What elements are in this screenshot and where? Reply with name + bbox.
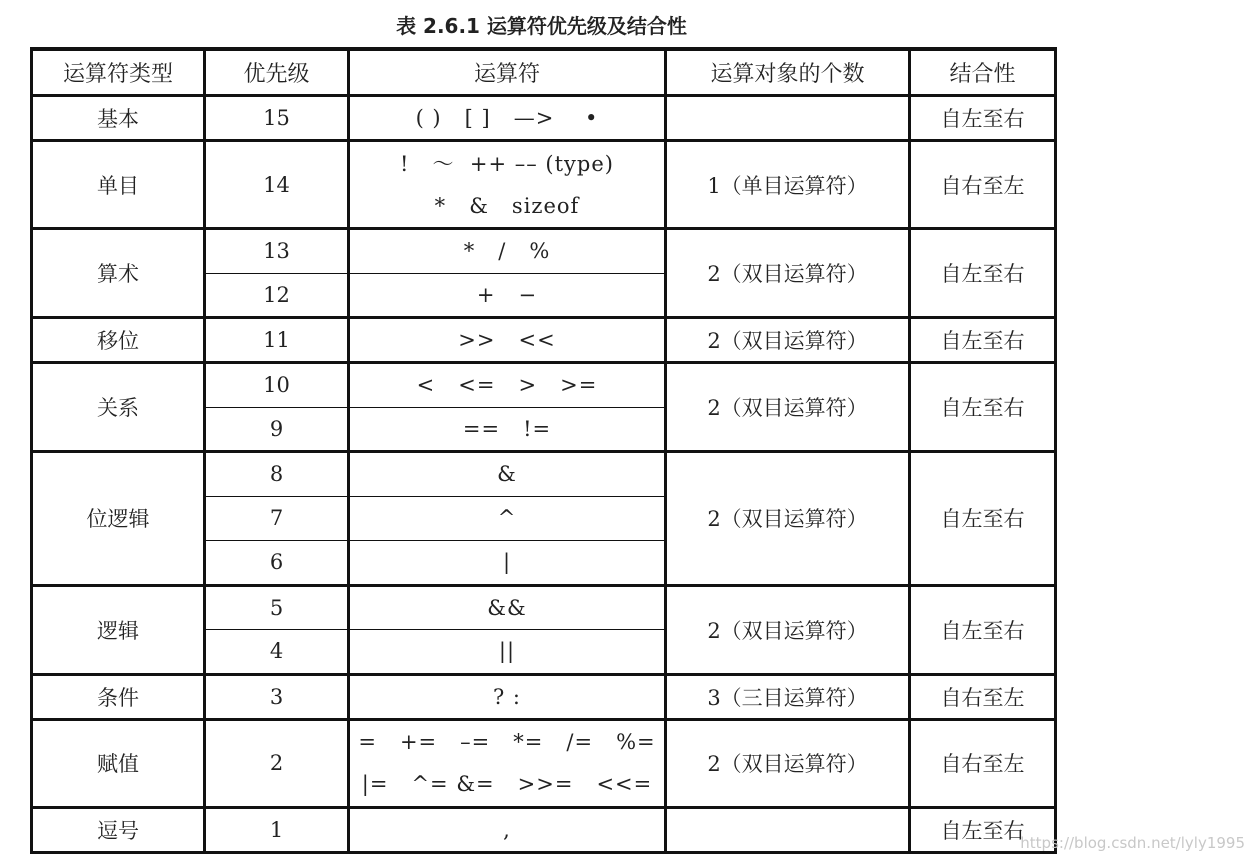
associativity: 自左至右 (910, 318, 1056, 363)
operator-line: || (498, 639, 516, 664)
operator-line: < <= > >= (416, 373, 598, 398)
priority: 2 (205, 719, 349, 807)
associativity: 自左至右 (910, 585, 1056, 674)
operand-count: 2（双目运算符） (666, 318, 910, 363)
operator-line: ^ (497, 506, 517, 531)
operators (349, 585, 666, 630)
associativity: 自左至右 (910, 452, 1056, 586)
header-operator: 运算符 (349, 49, 666, 96)
operator-line: * / % (463, 239, 551, 264)
operators (349, 318, 666, 363)
priority: 3 (205, 674, 349, 719)
operators (349, 674, 666, 719)
priority: 1 (205, 807, 349, 852)
table-row (32, 452, 1056, 497)
operator-type: 单目 (32, 141, 205, 229)
table-row (32, 363, 1056, 408)
operand-count: 2（双目运算符） (666, 452, 910, 586)
priority: 10 (205, 363, 349, 408)
operators (349, 452, 666, 497)
header-row (32, 49, 1056, 96)
priority: 5 (205, 585, 349, 630)
operators (349, 407, 666, 452)
operator-line: + − (476, 282, 538, 307)
header-operand-count: 运算对象的个数 (666, 49, 910, 96)
priority: 14 (205, 141, 349, 229)
operators (349, 496, 666, 541)
priority: 7 (205, 496, 349, 541)
operator-line: ! ～ ++ –– (type) (400, 151, 614, 176)
operator-line: = += –= *= /= %= (358, 730, 656, 754)
table-row (32, 674, 1056, 719)
operator-type: 移位 (32, 318, 205, 363)
table-row (32, 585, 1056, 630)
table-row (32, 719, 1056, 807)
associativity: 自左至右 (910, 363, 1056, 452)
operand-count: 2（双目运算符） (666, 585, 910, 674)
operator-line: ? : (492, 684, 521, 709)
operand-count: 1（单目运算符） (666, 141, 910, 229)
associativity: 自右至左 (910, 674, 1056, 719)
operator-line: ( ) [ ] —> • (415, 106, 599, 130)
operator-line: * & sizeof (434, 193, 580, 218)
operator-line: , (503, 817, 511, 842)
operator-precedence-table (30, 47, 1057, 854)
priority: 8 (205, 452, 349, 497)
table-row (32, 141, 1056, 229)
header-type: 运算符类型 (32, 49, 205, 96)
priority: 15 (205, 96, 349, 141)
priority: 9 (205, 407, 349, 452)
table-row (32, 96, 1056, 141)
priority: 11 (205, 318, 349, 363)
associativity: 自左至右 (910, 96, 1056, 141)
priority: 13 (205, 229, 349, 274)
priority: 6 (205, 541, 349, 586)
priority: 12 (205, 273, 349, 318)
operator-line: | (502, 550, 512, 575)
operand-count: 2（双目运算符） (666, 719, 910, 807)
operator-type: 关系 (32, 363, 205, 452)
operators (349, 96, 666, 141)
operand-count (666, 96, 910, 141)
operators (349, 229, 666, 274)
operand-count: 2（双目运算符） (666, 229, 910, 318)
table-row (32, 807, 1056, 852)
operator-line: == != (462, 416, 552, 441)
table-caption: 表 2.6.1 运算符优先级及结合性 (396, 14, 687, 38)
operand-count (666, 807, 910, 852)
operator-line: |= ^= &= >>= <<= (361, 772, 653, 796)
associativity: 自左至右 (910, 229, 1056, 318)
header-priority: 优先级 (205, 49, 349, 96)
associativity: 自右至左 (910, 141, 1056, 229)
operators (349, 719, 666, 807)
watermark: https://blog.csdn.net/lyly1995 (1020, 834, 1245, 852)
priority: 4 (205, 630, 349, 675)
associativity: 自左至右 (910, 807, 1056, 852)
operand-count: 3（三目运算符） (666, 674, 910, 719)
associativity: 自右至左 (910, 719, 1056, 807)
operator-type: 基本 (32, 96, 205, 141)
operator-line: && (487, 595, 527, 620)
operator-line: >> << (458, 328, 556, 352)
operators (349, 541, 666, 586)
operators (349, 363, 666, 408)
operator-type: 算术 (32, 229, 205, 318)
operator-type: 逗号 (32, 807, 205, 852)
operator-type: 赋值 (32, 719, 205, 807)
table-row (32, 318, 1056, 363)
operator-line: & (497, 462, 517, 487)
operand-count: 2（双目运算符） (666, 363, 910, 452)
header-associativity: 结合性 (910, 49, 1056, 96)
operator-type: 逻辑 (32, 585, 205, 674)
operators (349, 807, 666, 852)
operators (349, 273, 666, 318)
operators (349, 630, 666, 675)
operator-type: 条件 (32, 674, 205, 719)
table-row (32, 229, 1056, 274)
operators (349, 141, 666, 229)
operator-type: 位逻辑 (32, 452, 205, 586)
